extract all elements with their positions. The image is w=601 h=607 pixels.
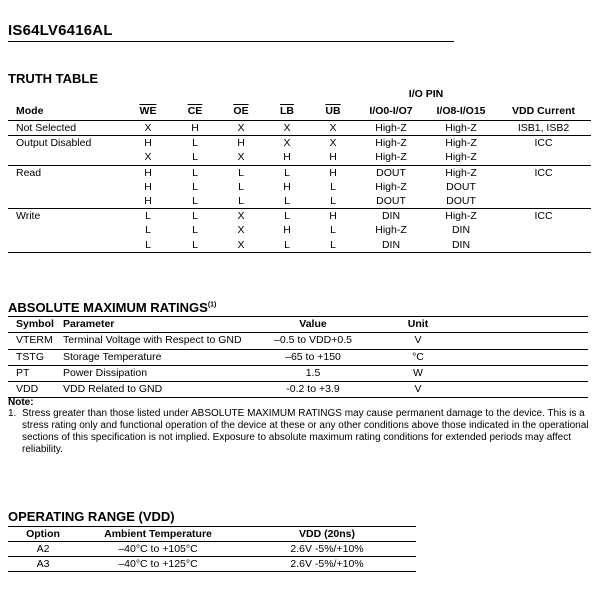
truth-cell (496, 150, 591, 165)
col-ce: $\overline{CE}$ (187, 104, 203, 117)
abs-max-cell: °C (373, 349, 463, 365)
col-io-high: I/O8-I/O15 (426, 102, 496, 121)
col-option: Option (8, 527, 78, 542)
truth-cell: L (192, 180, 198, 193)
truth-cell: Read (16, 166, 42, 179)
truth-cell: L (172, 238, 218, 253)
abs-max-cell: W (373, 365, 463, 381)
truth-cell: ICC (534, 166, 553, 179)
abs-max-cell: Power Dissipation (63, 365, 253, 381)
truth-cell: Write (16, 210, 41, 223)
truth-cell: High-Z (375, 224, 407, 237)
truth-cell: X (283, 137, 291, 150)
truth-table-row (8, 223, 591, 237)
col-io-low: I/O0-I/O7 (356, 102, 426, 121)
col-oe: $\overline{OE}$ (233, 104, 249, 117)
operating-range-header-row (8, 527, 416, 542)
abs-max-table (8, 316, 588, 398)
truth-cell: DOUT (446, 180, 476, 193)
truth-cell: L (284, 210, 290, 223)
col-mode: Mode (8, 102, 124, 121)
truth-cell: X (218, 121, 264, 136)
truth-cell: X (124, 150, 172, 165)
truth-cell: Output Disabled (16, 137, 92, 150)
truth-cell: X (218, 238, 264, 253)
truth-cell: L (192, 224, 198, 237)
abs-max-cell: –65 to +150 (253, 349, 373, 365)
truth-table-row (8, 136, 591, 151)
abs-max-cell: V (373, 333, 463, 349)
abs-max-cell: –0.5 to VDD+0.5 (253, 333, 373, 349)
truth-table (8, 86, 591, 253)
truth-cell: X (310, 121, 356, 136)
abs-max-spacer (463, 333, 588, 349)
truth-cell: High-Z (426, 150, 496, 165)
col-value: Value (253, 317, 373, 333)
truth-cell: L (192, 210, 198, 223)
abs-max-spacer (463, 349, 588, 365)
abs-max-spacer (463, 365, 588, 381)
truth-cell: High-Z (356, 150, 426, 165)
truth-table-row (8, 209, 591, 224)
truth-cell: X (329, 137, 337, 150)
abs-max-cell: TSTG (8, 349, 63, 365)
truth-cell: L (145, 224, 151, 237)
truth-cell: H (144, 137, 152, 150)
truth-cell: H (310, 150, 356, 165)
operating-range-cell: –40°C to +105°C (78, 542, 238, 557)
col-we: $\overline{WE}$ (139, 104, 157, 117)
abs-max-cell: VDD (8, 382, 63, 398)
truth-cell (8, 194, 124, 209)
truth-cell: ICC (534, 137, 553, 150)
truth-cell: L (145, 210, 151, 223)
operating-range-row (8, 542, 416, 557)
operating-range-cell: A3 (8, 557, 78, 572)
truth-cell: L (172, 194, 218, 209)
col-ambient-temp: Ambient Temperature (78, 527, 238, 542)
abs-max-cell: 1.5 (253, 365, 373, 381)
truth-cell: ICC (534, 210, 553, 223)
truth-cell: High-Z (356, 121, 426, 136)
abs-max-cell: PT (8, 365, 63, 381)
truth-cell: L (124, 238, 172, 253)
abs-max-title-text: ABSOLUTE MAXIMUM RATINGS (8, 300, 208, 315)
truth-cell: L (330, 224, 336, 237)
abs-max-title (8, 300, 216, 315)
truth-cell: H (144, 180, 152, 193)
part-number: IS64LV6416AL (8, 22, 113, 39)
abs-max-row (8, 349, 588, 365)
truth-cell (8, 238, 124, 253)
truth-cell: L (192, 166, 198, 179)
operating-range-cell: A2 (8, 542, 78, 557)
col-symbol: Symbol (8, 317, 63, 333)
truth-cell (8, 223, 124, 237)
truth-table-title: TRUTH TABLE (8, 71, 99, 86)
truth-cell: L (238, 180, 244, 193)
operating-range-row (8, 557, 416, 572)
truth-cell: H (329, 166, 337, 179)
truth-cell (496, 238, 591, 253)
abs-max-cell: Storage Temperature (63, 349, 253, 365)
truth-cell: X (237, 224, 245, 237)
truth-cell (8, 180, 124, 194)
col-unit: Unit (373, 317, 463, 333)
truth-cell: H (144, 166, 152, 179)
io-pin-header: I/O PIN (408, 87, 444, 100)
truth-cell (8, 150, 124, 165)
truth-cell: H (329, 210, 337, 223)
truth-cell: DOUT (426, 194, 496, 209)
abs-max-row (8, 382, 588, 398)
truth-cell: DIN (451, 224, 471, 237)
truth-table-row (8, 194, 591, 209)
abs-max-cell: V (373, 382, 463, 398)
truth-cell: L (310, 194, 356, 209)
operating-range-table (8, 526, 416, 572)
header-rule (8, 41, 454, 42)
abs-max-cell: VTERM (8, 333, 63, 349)
truth-cell: H (283, 180, 291, 193)
abs-max-cell: -0.2 to +3.9 (253, 382, 373, 398)
truth-cell: X (124, 121, 172, 136)
col-lb: $\overline{LB}$ (280, 104, 294, 117)
truth-cell: L (238, 166, 244, 179)
truth-cell: High-Z (445, 137, 477, 150)
truth-cell: H (264, 150, 310, 165)
abs-max-header-row (8, 317, 588, 333)
truth-table-row (8, 165, 591, 180)
col-vdd-20ns: VDD (20ns) (238, 527, 416, 542)
abs-max-cell: Terminal Voltage with Respect to GND (63, 333, 253, 349)
truth-cell: High-Z (426, 121, 496, 136)
truth-cell: DOUT (376, 166, 406, 179)
truth-table-header-row (8, 102, 591, 121)
truth-cell: H (237, 137, 245, 150)
truth-cell: H (124, 194, 172, 209)
truth-table-row (8, 150, 591, 165)
truth-cell: X (237, 210, 245, 223)
truth-cell: DOUT (356, 194, 426, 209)
note-text-block (8, 408, 590, 456)
abs-max-row (8, 333, 588, 349)
truth-table-row (8, 238, 591, 253)
truth-cell: L (310, 238, 356, 253)
note-body: Stress greater than those listed under ABSOLUTE MAXIMUM RATINGS may cause permanent damage to the device. This is a stress rating only and functional operation of the device at these or any other conditions above those indicated in the operational sections of this specification is not implied. Exposure to absolute maximum rating conditions for extended periods may affect reliability. (22, 408, 589, 455)
col-ub: $\overline{UB}$ (325, 104, 341, 117)
truth-cell: L (172, 150, 218, 165)
truth-cell: L (330, 180, 336, 193)
truth-cell: L (264, 238, 310, 253)
truth-cell: H (283, 224, 291, 237)
note-title: Note: (8, 397, 34, 408)
truth-cell (496, 223, 591, 237)
operating-range-title: OPERATING RANGE (VDD) (8, 509, 175, 524)
truth-cell: High-Z (445, 210, 477, 223)
truth-cell: DIN (426, 238, 496, 253)
truth-cell: L (264, 194, 310, 209)
operating-range-cell: 2.6V -5%/+10% (238, 542, 416, 557)
truth-cell: L (284, 166, 290, 179)
abs-max-note-ref: (1) (207, 301, 217, 309)
truth-cell: DIN (356, 238, 426, 253)
truth-cell: L (192, 137, 198, 150)
col-vdd-current: VDD Current (496, 102, 591, 121)
truth-table-row (8, 180, 591, 194)
truth-cell: X (218, 150, 264, 165)
operating-range-cell: 2.6V -5%/+10% (238, 557, 416, 572)
truth-cell: ISB1, ISB2 (496, 121, 591, 136)
truth-cell: Not Selected (8, 121, 124, 136)
truth-cell: DIN (381, 210, 401, 223)
truth-cell (496, 180, 591, 194)
truth-cell: L (218, 194, 264, 209)
truth-cell: High-Z (375, 180, 407, 193)
abs-max-spacer (463, 382, 588, 398)
operating-range-cell: –40°C to +125°C (78, 557, 238, 572)
truth-table-row (8, 121, 591, 136)
note-number: 1. (8, 408, 17, 419)
truth-cell: H (172, 121, 218, 136)
truth-cell (496, 194, 591, 209)
truth-cell: High-Z (375, 137, 407, 150)
truth-cell: X (264, 121, 310, 136)
abs-max-cell: VDD Related to GND (63, 382, 253, 398)
abs-max-row (8, 365, 588, 381)
truth-cell: High-Z (445, 166, 477, 179)
col-parameter: Parameter (63, 317, 253, 333)
